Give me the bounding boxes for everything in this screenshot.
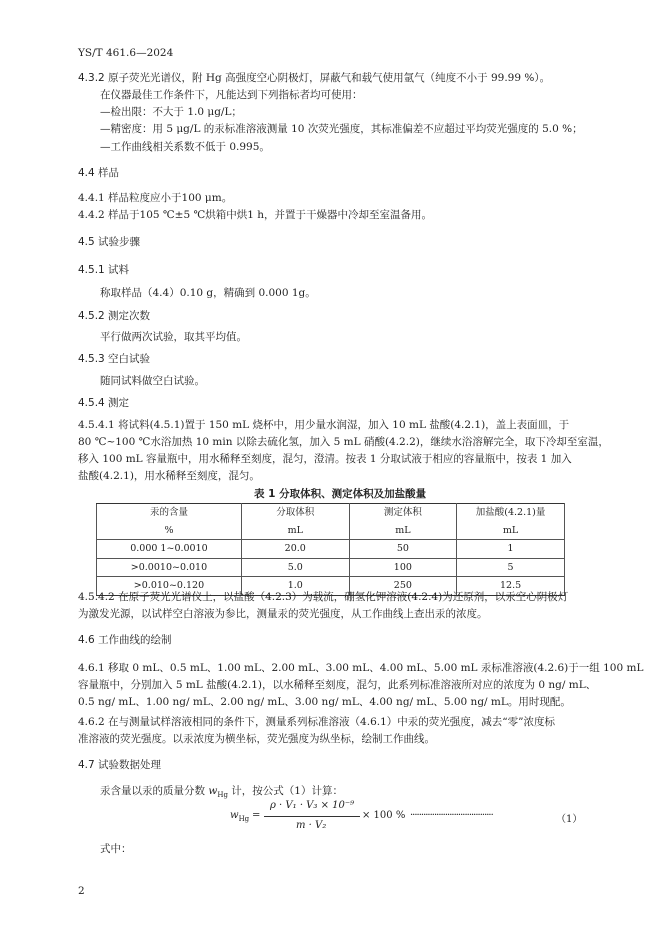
table-header: 测定体积 [349,504,457,522]
formula-numerator: ρ · V₁ · V₃ × 10⁻⁹ [270,800,355,811]
fraction-bar [264,816,360,817]
table-row: >0.010~0.120 1.0 250 12.5 [97,577,565,596]
formula-denominator: m · V₂ [296,820,327,831]
table-header: 分取体积 [241,504,349,522]
table-row: >0.0010~0.010 5.0 100 5 [97,558,565,577]
table-header: 汞的含量 [97,504,242,522]
table-unit: mL [457,522,565,540]
table-header: 加盐酸(4.2.1)量 [457,504,565,522]
table-1 [96,503,565,596]
table-row: 0.000 1~0.0010 20.0 50 1 [97,540,565,559]
where-label: 式中： [100,843,132,855]
page-number: 2 [78,885,85,897]
doc-header: YS/T 461.6—2024 [78,47,174,59]
table-unit: % [97,522,242,540]
table-1-caption: 表 1 分取体积、测定体积及加盐酸量 [254,488,427,500]
table-unit: mL [349,522,457,540]
table-unit: mL [241,522,349,540]
